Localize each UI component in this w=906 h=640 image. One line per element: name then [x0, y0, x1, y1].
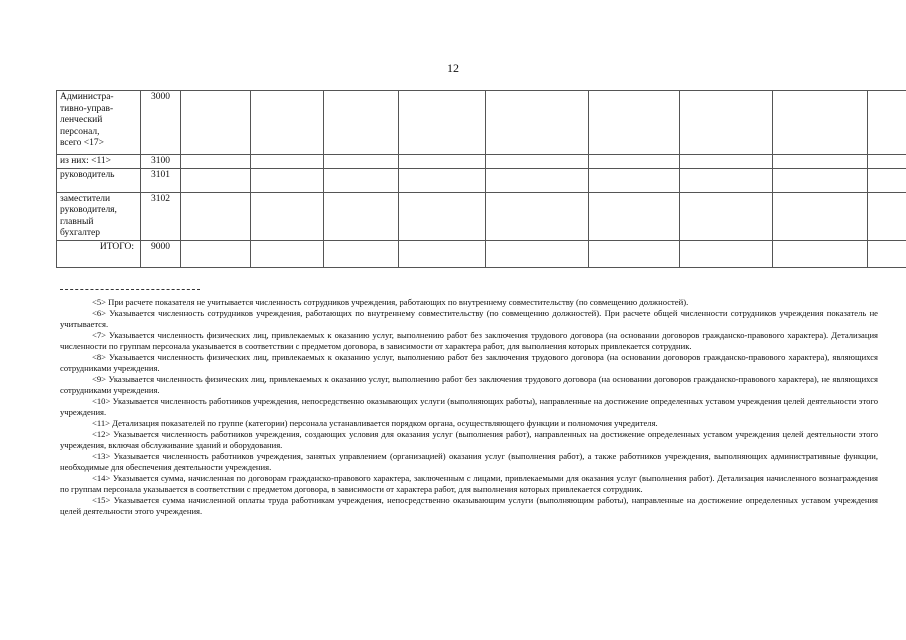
row-code: 3101: [141, 168, 181, 192]
footnote: <12> Указывается численность работников учреждения, создающих условия для оказания услуг (выполнения работ), направленных на достижение определенных уставом учреждения целей деятельности этого учреждения, включая обслуживание зданий и оборудования.: [60, 429, 878, 450]
footnote: <8> Указывается численность физических лиц, привлекаемых к оказанию услуг, выполнению работ без заключения трудового договора (на основании договоров гражданско-правового характера), являющихся сотрудниками учреждения.: [60, 352, 878, 373]
footnote: <6> Указывается численность сотрудников учреждения, работающих по внутреннему совместительству (по совмещению должностей). При расчете общей численности сотрудников учреждения показатель не учитывается.: [60, 308, 878, 329]
footnote: <13> Указывается численность работников учреждения, занятых управлением (организацией) оказания услуг (выполнения работ), а также работников учреждения, выполняющих административные функции, необходимые для обеспечения деятельности учреждения.: [60, 451, 878, 472]
table-row: [57, 91, 906, 155]
footnote: <10> Указывается численность работников учреждения, непосредственно оказывающих услуги (выполняющих работы), направленные на достижение определенных уставом учреждения целей деятельности этого учреждения.: [60, 396, 878, 417]
footnote: <15> Указывается сумма начисленной оплаты труда работникам учреждения, непосредственно оказывающим услуги (выполняющим работы), направленные на достижение определенных уставом учреждения целей деятельности этого учреждения.: [60, 495, 878, 516]
table-row: [57, 168, 906, 192]
footnote: <7> Указывается численность физических лиц, привлекаемых к оказанию услуг, выполнению работ без заключения трудового договора (на основании договоров гражданско-правового характера). Детализация численности по группам персонала указывается в соответствии с предметом договора, в зависимости от характера работ, для выполнения которых привлекается сотрудник.: [60, 330, 878, 351]
footnote-separator: [60, 289, 200, 290]
table-row: [57, 240, 906, 267]
row-code: 3000: [141, 91, 181, 155]
footnote: <9> Указывается численность физических лиц, привлекаемых к оказанию услуг, выполнению работ без заключения трудового договора (на основании договоров гражданско-правового характера), не являющихся сотрудниками учреждения.: [60, 374, 878, 395]
row-label: Администра- тивно-управ- ленческий персонал, всего <17>: [57, 91, 141, 155]
row-label: из них: <11>: [57, 155, 141, 169]
footnote: <14> Указывается сумма, начисленная по договорам гражданско-правового характера, заключенным с лицами, привлекаемыми для оказания услуг (выполнения работ). Детализация начисленного вознаграждения по группам персонала указывается в соответствии с предметом договора, в зависимости от характера работ, для выполнения которых привлекается сотрудник.: [60, 473, 878, 494]
row-label: ИТОГО:: [57, 240, 141, 267]
row-label: заместители руководителя, главный бухгалтер: [57, 192, 141, 240]
table-row: [57, 155, 906, 169]
row-code: 3100: [141, 155, 181, 169]
footnotes: [60, 297, 878, 517]
row-label: руководитель: [57, 168, 141, 192]
row-code: 3102: [141, 192, 181, 240]
page-number: 12: [447, 61, 459, 75]
staff-table: [56, 90, 906, 268]
row-code: 9000: [141, 240, 181, 267]
table-row: [57, 192, 906, 240]
footnote: <11> Детализация показателей по группе (категории) персонала устанавливается порядком органа, осуществляющего функции и полномочия учредителя.: [92, 418, 658, 428]
footnote: <5> При расчете показателя не учитывается численность сотрудников учреждения, работающих по внутреннему совместительству (по совмещению должностей).: [92, 297, 689, 307]
